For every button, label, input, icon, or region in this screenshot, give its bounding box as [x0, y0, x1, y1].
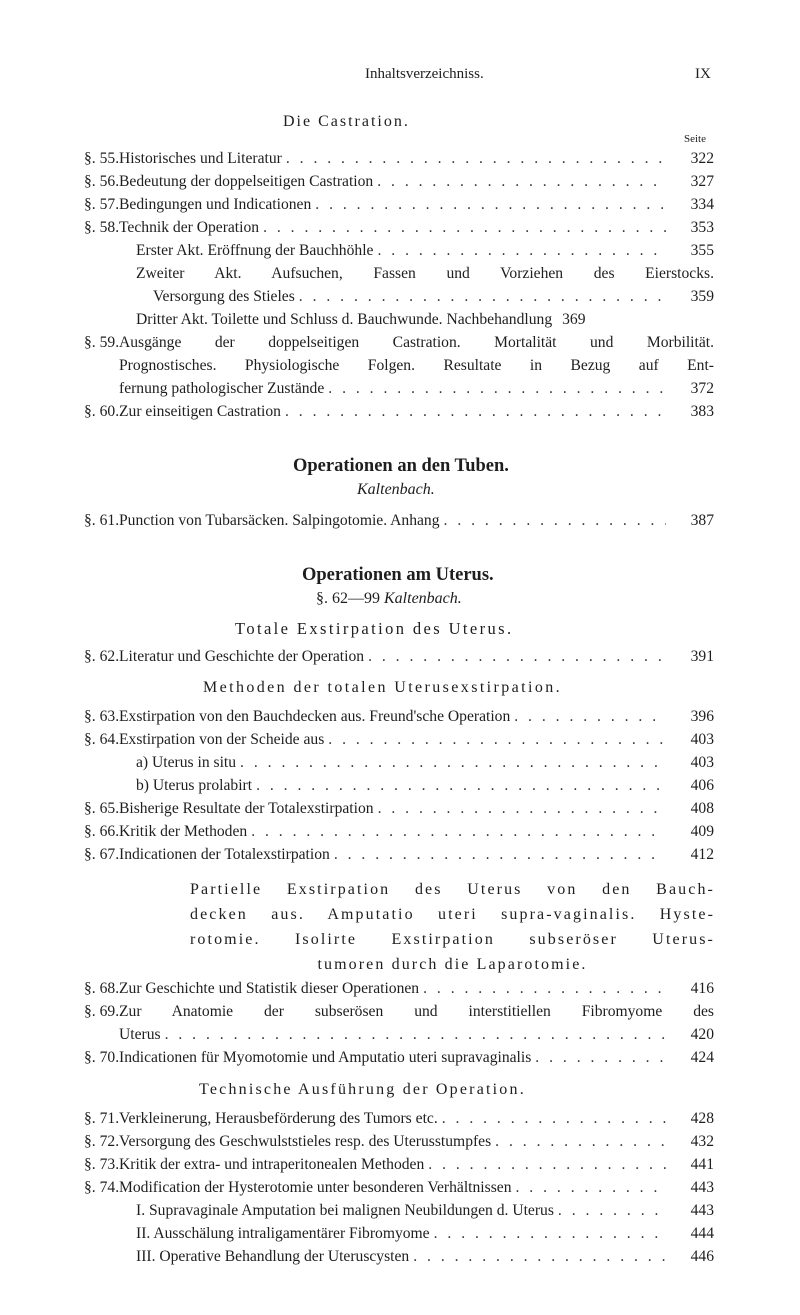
dot-leader — [285, 400, 666, 423]
toc-subentry — [84, 308, 714, 331]
toc-entry — [84, 645, 714, 668]
author-name: Kaltenbach. — [357, 481, 435, 498]
entry-title: Literatur und Geschichte der Operation — [119, 648, 365, 665]
dot-leader — [444, 509, 666, 532]
section-number: §. 56. — [84, 173, 120, 190]
dot-leader — [434, 1222, 666, 1245]
toc-entry — [84, 1176, 714, 1199]
dot-leader — [240, 751, 666, 774]
page-number: 387 — [690, 512, 714, 529]
running-head-title: Inhaltsverzeichniss. — [365, 66, 484, 82]
toc-entry — [84, 1153, 714, 1176]
author-name: Kaltenbach. — [384, 590, 462, 607]
section-number: §. 73. — [84, 1156, 120, 1173]
entry-title: Indicationen für Myomotomie und Amputatio uteri supravaginalis — [119, 1049, 532, 1066]
section-range-numbers: §. 62—99 — [316, 590, 380, 607]
dot-leader — [286, 147, 666, 170]
section-number: §. 55. — [84, 150, 120, 167]
section-range — [316, 590, 462, 608]
toc-entry — [84, 216, 714, 239]
subsection-heading-totale: Totale Exstirpation des Uterus. — [235, 619, 514, 638]
page-number: 406 — [690, 777, 714, 794]
page-number: 424 — [690, 1049, 714, 1066]
entry-title: I. Supravaginale Amputation bei malignen Neubildungen d. Uterus — [136, 1202, 554, 1219]
page-number: 391 — [690, 648, 714, 665]
section-number: §. 74. — [84, 1179, 120, 1196]
page-number: 353 — [690, 219, 714, 236]
entry-title: II. Ausschälung intraligamentärer Fibromyome — [136, 1225, 430, 1242]
entry-title: III. Operative Behandlung der Uteruscysten — [136, 1248, 410, 1265]
entry-title: a) Uterus in situ — [136, 754, 237, 771]
page-number: 441 — [690, 1156, 714, 1173]
dot-leader — [328, 377, 666, 400]
entry-title: Exstirpation von der Scheide aus — [119, 731, 325, 748]
dot-leader — [535, 1046, 666, 1069]
page-number: 359 — [690, 288, 714, 305]
section-number: §. 71. — [84, 1110, 120, 1127]
heading-line: tumoren durch die Laparotomie. — [317, 956, 588, 973]
entry-title-line: Ausgänge der doppelseitigen Castration. Mortalität und Morbilität. — [119, 334, 714, 351]
toc-entry — [84, 728, 714, 751]
page-number: 334 — [690, 196, 714, 213]
dot-leader — [251, 820, 666, 843]
page-number: 412 — [690, 846, 714, 863]
section-number: §. 67. — [84, 846, 120, 863]
page-number: 403 — [690, 731, 714, 748]
toc-subentry — [84, 239, 714, 262]
page-number: 369 — [562, 311, 586, 328]
dot-leader — [442, 1107, 666, 1130]
section-heading-uterus: Operationen am Uterus. — [302, 565, 494, 585]
entry-title: Punction von Tubarsäcken. Salpingotomie. Anhang — [119, 512, 440, 529]
subsection-heading-technische: Technische Ausführung der Operation. — [199, 1081, 526, 1098]
entry-title: Kritik der Methoden — [119, 823, 248, 840]
toc-subentry — [84, 1245, 714, 1268]
toc-entry — [84, 1130, 714, 1153]
toc-entry — [84, 820, 714, 843]
dot-leader — [423, 977, 666, 1000]
page-number: 443 — [690, 1202, 714, 1219]
section-number: §. 66. — [84, 823, 120, 840]
toc-subentry — [84, 262, 714, 308]
page-number: 409 — [690, 823, 714, 840]
toc-entry — [84, 1000, 714, 1046]
entry-title-line: Zweiter Akt. Aufsuchen, Fassen und Vorziehen des Eierstocks. — [136, 265, 714, 282]
toc-subentry — [84, 1222, 714, 1245]
entry-title: Bedeutung der doppelseitigen Castration — [119, 173, 374, 190]
entry-title: Zur Geschichte und Statistik dieser Operationen — [119, 980, 420, 997]
page-number: 432 — [690, 1133, 714, 1150]
entry-title: Modification der Hysterotomie unter besonderen Verhältnissen — [119, 1179, 512, 1196]
page-number: 444 — [690, 1225, 714, 1242]
page-number: 383 — [690, 403, 714, 420]
section-number: §. 65. — [84, 800, 120, 817]
seite-column-label: Seite — [684, 133, 706, 145]
dot-leader — [334, 843, 666, 866]
entry-title: Kritik der extra- und intraperitonealen Methoden — [119, 1156, 425, 1173]
dot-leader — [413, 1245, 666, 1268]
toc-entry — [84, 1107, 714, 1130]
heading-line: Partielle Exstirpation des Uterus von den Bauch- — [190, 881, 715, 898]
page-number: 428 — [690, 1110, 714, 1127]
entry-title: Indicationen der Totalexstirpation — [119, 846, 330, 863]
dot-leader — [516, 1176, 667, 1199]
entry-title: fernung pathologischer Zustände — [119, 380, 325, 397]
dot-leader — [263, 216, 666, 239]
section-number: §. 64. — [84, 731, 120, 748]
entry-title: Technik der Operation — [119, 219, 260, 236]
subsection-heading-partielle — [190, 877, 715, 977]
section-number: §. 62. — [84, 648, 120, 665]
entry-title: Erster Akt. Eröffnung der Bauchhöhle — [136, 242, 374, 259]
section-number: §. 72. — [84, 1133, 120, 1150]
entry-title: Zur einseitigen Castration — [119, 403, 281, 420]
heading-line: decken aus. Amputatio uteri supra-vaginalis. Hyste- — [190, 906, 715, 923]
entry-title: Dritter Akt. Toilette und Schluss d. Bauchwunde. Nachbehandlung — [136, 311, 553, 328]
toc-entry — [84, 170, 714, 193]
page-number: 372 — [690, 380, 714, 397]
section-number: §. 57. — [84, 196, 120, 213]
dot-leader — [315, 193, 666, 216]
entry-title: b) Uterus prolabirt — [136, 777, 253, 794]
entry-title-line: Zur Anatomie der subserösen und interstitiellen Fibromyome des — [119, 1003, 714, 1020]
entry-title: Historisches und Literatur — [119, 150, 282, 167]
section-number: §. 60. — [84, 403, 120, 420]
dot-leader — [377, 239, 666, 262]
toc-entry — [84, 193, 714, 216]
dot-leader — [428, 1153, 666, 1176]
toc-entry — [84, 843, 714, 866]
toc-entry — [84, 147, 714, 170]
entry-title: Uterus — [119, 1026, 161, 1043]
page-number: 355 — [690, 242, 714, 259]
dot-leader — [378, 797, 666, 820]
entry-title: Exstirpation von den Bauchdecken aus. Freund'sche Operation — [119, 708, 511, 725]
page-number: 443 — [690, 1179, 714, 1196]
section-number: §. 59. — [84, 334, 120, 351]
toc-entry — [84, 400, 714, 423]
dot-leader — [558, 1199, 666, 1222]
section-number: §. 61. — [84, 512, 120, 529]
section-heading-castration: Die Castration. — [283, 113, 410, 130]
heading-line: rotomie. Isolirte Exstirpation subseröser Uterus- — [190, 931, 715, 948]
page-number: 408 — [690, 800, 714, 817]
section-number: §. 63. — [84, 708, 120, 725]
page-number: 396 — [690, 708, 714, 725]
running-head-page-number: IX — [695, 66, 711, 82]
dot-leader — [368, 645, 666, 668]
section-heading-tuben: Operationen an den Tuben. — [293, 456, 509, 476]
toc-subentry — [84, 1199, 714, 1222]
toc-entry — [84, 1046, 714, 1069]
toc-subentry — [84, 751, 714, 774]
section-number: §. 68. — [84, 980, 120, 997]
dot-leader — [495, 1130, 666, 1153]
page-number: 327 — [690, 173, 714, 190]
toc-subentry — [84, 774, 714, 797]
page-number: 416 — [690, 980, 714, 997]
section-number: §. 70. — [84, 1049, 120, 1066]
toc-entry — [84, 977, 714, 1000]
page-number: 322 — [690, 150, 714, 167]
toc-entry — [84, 331, 714, 400]
toc-entry — [84, 797, 714, 820]
entry-title: Bisherige Resultate der Totalexstirpation — [119, 800, 374, 817]
section-number: §. 69. — [84, 1003, 120, 1020]
page-number: 446 — [690, 1248, 714, 1265]
entry-title-line: Prognostisches. Physiologische Folgen. Resultate in Bezug auf Ent- — [119, 357, 714, 374]
dot-leader — [377, 170, 666, 193]
subsection-heading-methoden: Methoden der totalen Uterusexstirpation. — [203, 679, 563, 696]
entry-title: Verkleinerung, Herausbeförderung des Tumors etc. — [119, 1110, 438, 1127]
entry-title: Bedingungen und Indicationen — [119, 196, 312, 213]
toc-entry — [84, 705, 714, 728]
entry-title: Versorgung des Geschwulststieles resp. des Uterusstumpfes — [119, 1133, 492, 1150]
page-number: 403 — [690, 754, 714, 771]
dot-leader — [328, 728, 666, 751]
page-number: 420 — [690, 1026, 714, 1043]
dot-leader — [256, 774, 666, 797]
dot-leader — [165, 1023, 666, 1046]
entry-title: Versorgung des Stieles — [153, 288, 295, 305]
dot-leader — [299, 285, 666, 308]
section-number: §. 58. — [84, 219, 120, 236]
toc-entry — [84, 509, 714, 532]
dot-leader — [514, 705, 666, 728]
